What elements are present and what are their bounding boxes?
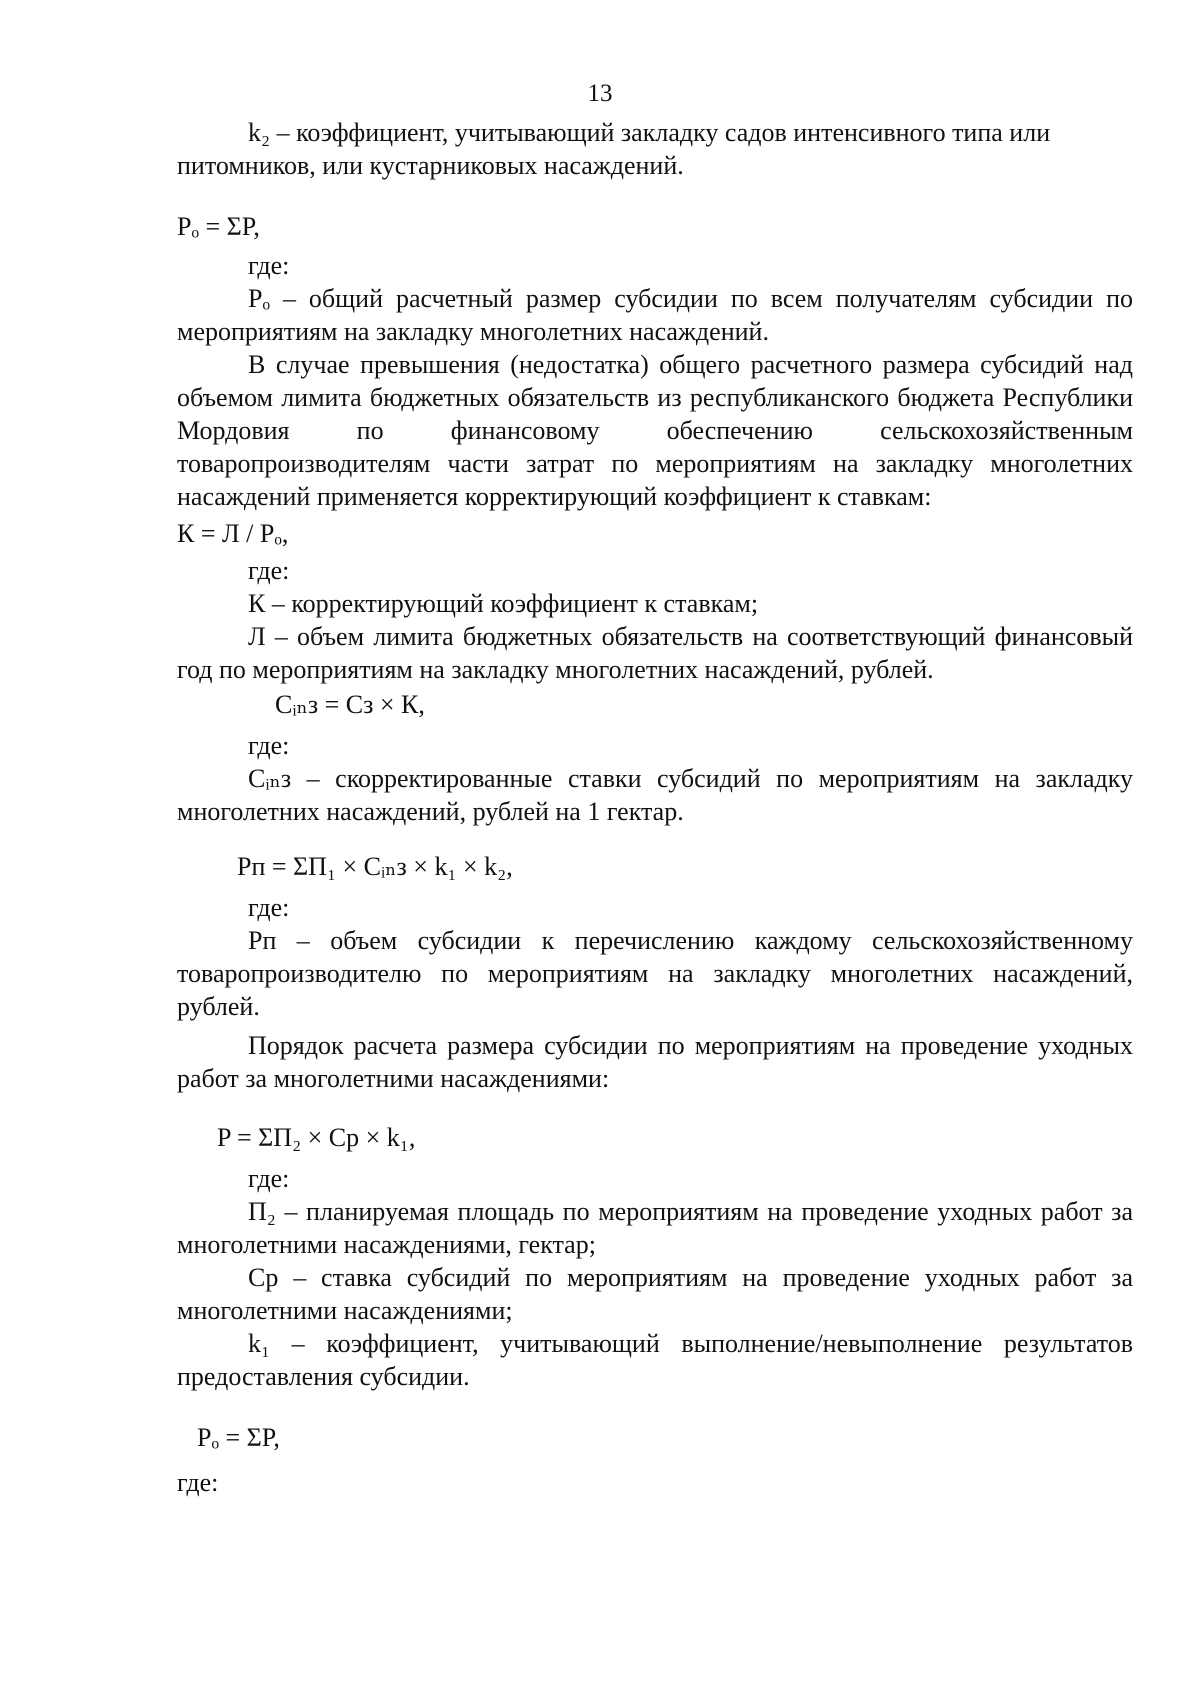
formula-adjusted-rate: Cᵢₙз = Cз × К, bbox=[275, 690, 425, 719]
where-label: где: bbox=[248, 893, 290, 922]
paragraph-p2-definition: П₂ – планируемая площадь по мероприятиям на проведение уходных работ за многолетними насаждениями, гектар; bbox=[177, 1197, 1133, 1259]
paragraph-l-definition: Л – объем лимита бюджетных обязательств на соответствующий финансовый год по мероприятиям на закладку многолетних насаждений, рублей. bbox=[177, 622, 1133, 684]
paragraph-cp-definition: Cp – ставка субсидий по мероприятиям на проведение уходных работ за многолетними насаждениями; bbox=[177, 1263, 1133, 1325]
formula-correction-coefficient: К = Л / Pₒ, bbox=[177, 519, 289, 548]
paragraph-care-works-procedure: Порядок расчета размера субсидии по мероприятиям на проведение уходных работ за многолетними насаждениями: bbox=[177, 1031, 1133, 1093]
paragraph-po-definition: Pₒ – общий расчетный размер субсидии по всем получателям субсидии по мероприятиям на закладку многолетних насаждений. bbox=[177, 284, 1133, 346]
where-label: где: bbox=[248, 731, 290, 760]
paragraph-k-definition: К – корректирующий коэффициент к ставкам; bbox=[248, 589, 759, 618]
formula-total-subsidy: Pₒ = ΣP, bbox=[177, 212, 260, 241]
where-label: где: bbox=[248, 251, 290, 280]
formula-subsidy-per-producer: Pп = ΣП₁ × Cᵢₙз × k₁ × k₂, bbox=[237, 852, 513, 881]
paragraph-excess-shortage: В случае превышения (недостатка) общего расчетного размера субсидий над объемом лимита бюджетных обязательств из республиканского бюджета Республики Мордовия по финансовому обеспечению сельскохозяйственным товаропроизводителям части затрат по мероприятиям на закладку многолетних насаждений применяется корректирующий коэффициент к ставкам: bbox=[177, 350, 1133, 511]
where-label: где: bbox=[248, 556, 290, 585]
paragraph-pn-definition: Pп – объем субсидии к перечислению каждому сельскохозяйственному товаропроизводителю по мероприятиям на закладку многолетних насаждений, рублей. bbox=[177, 926, 1133, 1021]
where-label: где: bbox=[177, 1468, 219, 1497]
paragraph-k1-definition: k₁ – коэффициент, учитывающий выполнение/невыполнение результатов предоставления субсидии. bbox=[177, 1329, 1133, 1391]
formula-care-works-subsidy: P = ΣП₂ × Cp × k₁, bbox=[217, 1123, 416, 1152]
formula-total-subsidy: Pₒ = ΣP, bbox=[197, 1423, 280, 1452]
where-label: где: bbox=[248, 1164, 290, 1193]
paragraph-k2-definition: k₂ – коэффициент, учитывающий закладку садов интенсивного типа или питомников, или кустарниковых насаждений. bbox=[177, 118, 1051, 180]
paragraph-ciz-definition: Cᵢₙз – скорректированные ставки субсидий по мероприятиям на закладку многолетних насаждений, рублей на 1 гектар. bbox=[177, 764, 1133, 826]
page-number: 13 bbox=[587, 80, 613, 107]
document-body bbox=[177, 116, 1133, 1499]
